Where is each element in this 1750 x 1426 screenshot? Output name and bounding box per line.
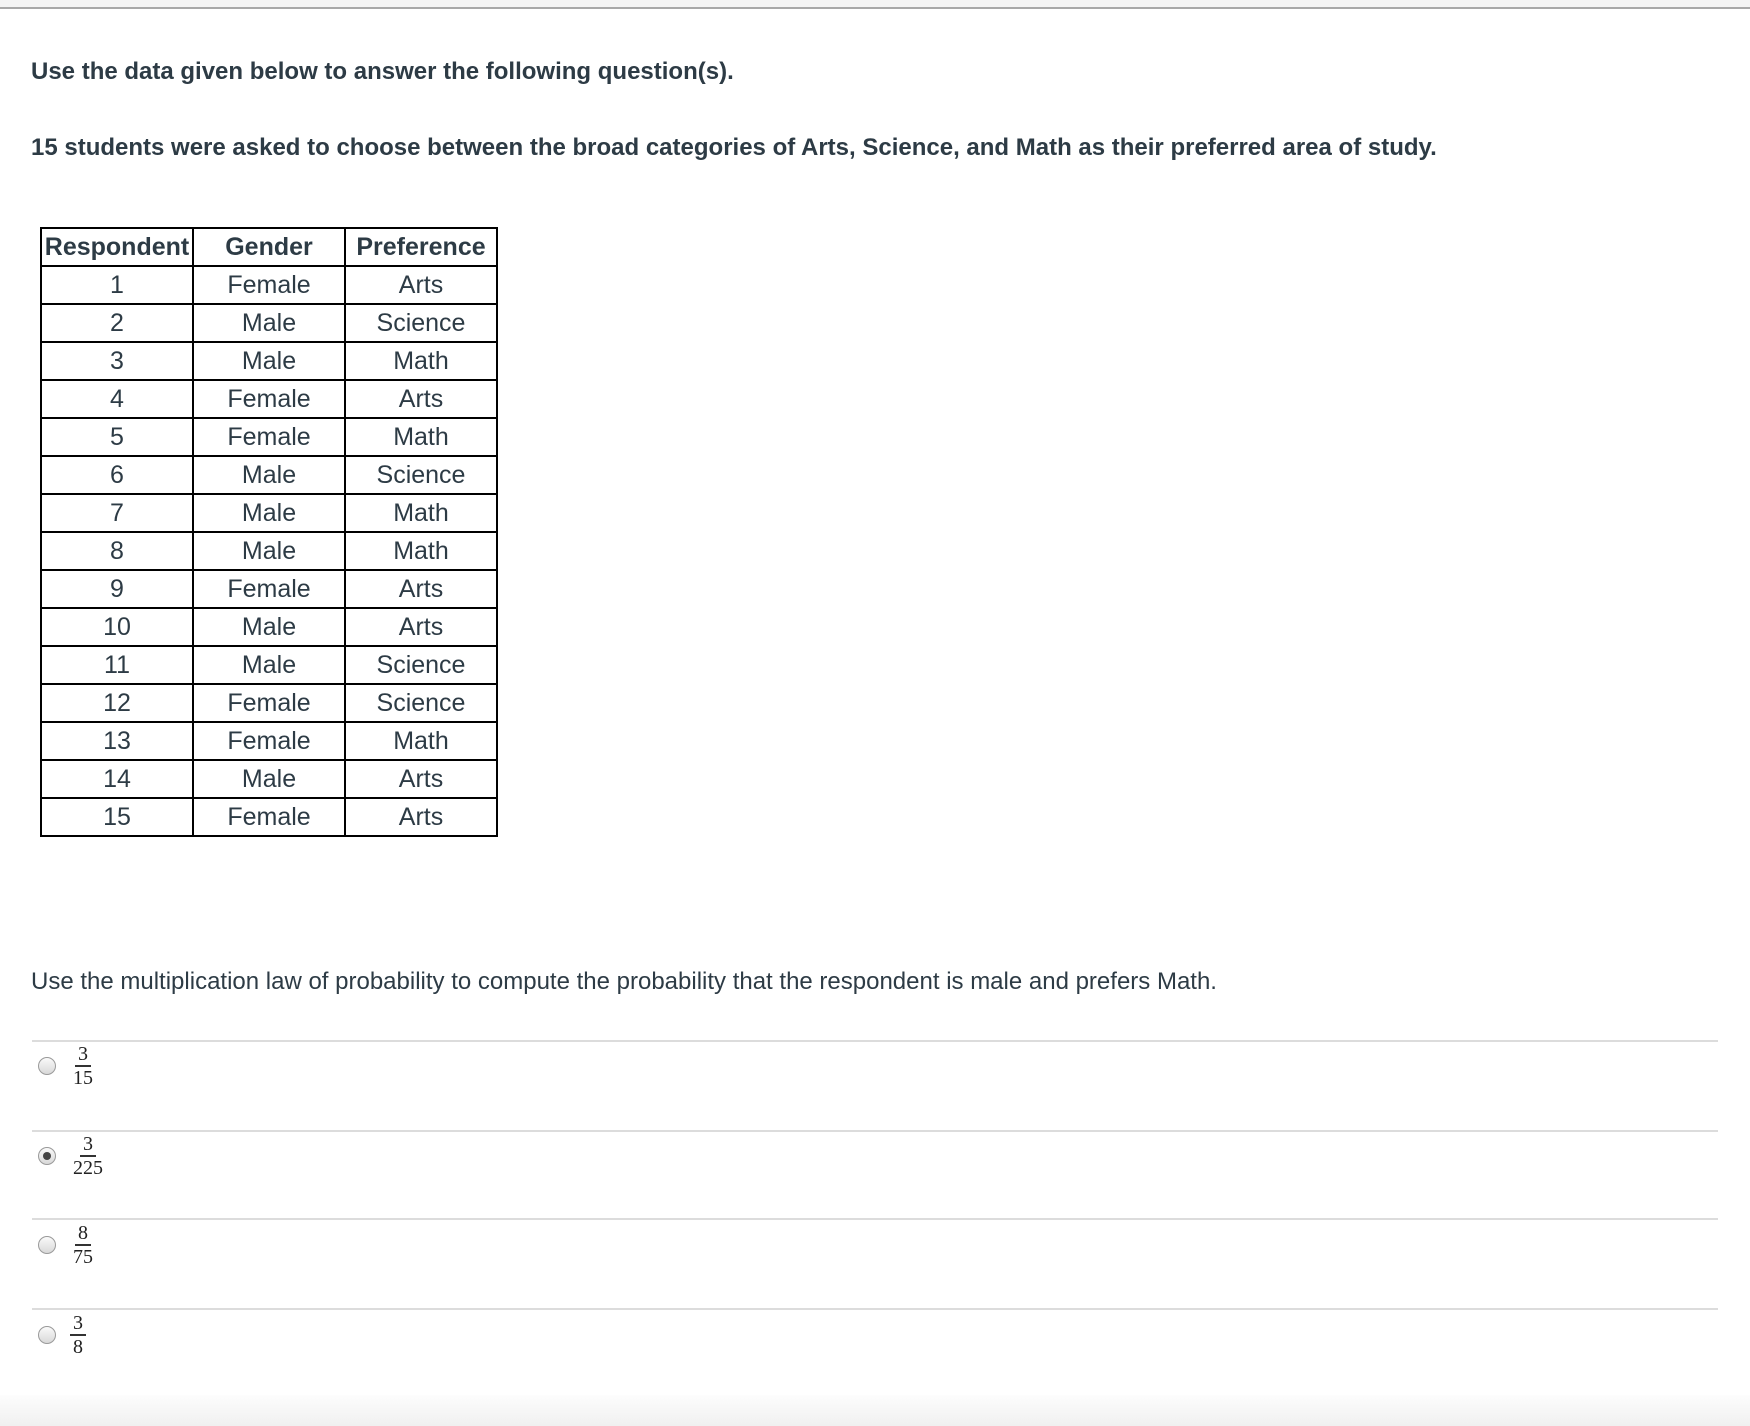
intro-text: Use the data given below to answer the following question(s). — [31, 58, 734, 85]
table-cell: 14 — [41, 760, 193, 798]
table-cell: Male — [193, 342, 345, 380]
data-table — [40, 227, 498, 837]
table-cell: Math — [345, 532, 497, 570]
table-cell: Male — [193, 646, 345, 684]
table-row — [41, 266, 497, 304]
table-row — [41, 494, 497, 532]
table-cell: 13 — [41, 722, 193, 760]
radio-button[interactable] — [38, 1147, 56, 1165]
footer-area — [0, 1395, 1750, 1426]
divider — [32, 1130, 1718, 1132]
table-row — [41, 722, 497, 760]
table-row — [41, 798, 497, 836]
table-cell: Female — [193, 380, 345, 418]
table-header-row — [41, 228, 497, 266]
column-header: Gender — [193, 228, 345, 266]
table-cell: Math — [345, 494, 497, 532]
table-cell: Arts — [345, 760, 497, 798]
table-cell: Math — [345, 418, 497, 456]
table-cell: Arts — [345, 798, 497, 836]
table-cell: Science — [345, 456, 497, 494]
table-row — [41, 456, 497, 494]
table-cell: Male — [193, 608, 345, 646]
radio-button[interactable] — [38, 1326, 56, 1344]
table-cell: Male — [193, 304, 345, 342]
table-cell: Arts — [345, 608, 497, 646]
table-cell: Arts — [345, 380, 497, 418]
radio-button[interactable] — [38, 1236, 56, 1254]
table-cell: Arts — [345, 570, 497, 608]
table-cell: 6 — [41, 456, 193, 494]
table-cell: Female — [193, 798, 345, 836]
table-cell: 10 — [41, 608, 193, 646]
column-header: Respondent — [41, 228, 193, 266]
fraction — [70, 1133, 106, 1179]
table-row — [41, 760, 497, 798]
table-row — [41, 532, 497, 570]
table-cell: 1 — [41, 266, 193, 304]
table-cell: 3 — [41, 342, 193, 380]
denominator: 15 — [73, 1067, 93, 1089]
answer-option[interactable] — [38, 1133, 106, 1179]
denominator: 75 — [73, 1246, 93, 1268]
divider — [32, 1308, 1718, 1310]
column-header: Preference — [345, 228, 497, 266]
table-row — [41, 342, 497, 380]
question-text: Use the multiplication law of probability to compute the probability that the respondent is male and prefers Math. — [31, 968, 1217, 995]
table-cell: Female — [193, 266, 345, 304]
table-cell: Science — [345, 646, 497, 684]
fraction — [70, 1312, 86, 1358]
table-cell: Math — [345, 342, 497, 380]
answer-option[interactable] — [38, 1222, 96, 1268]
table-cell: 4 — [41, 380, 193, 418]
table-row — [41, 646, 497, 684]
numerator: 8 — [75, 1222, 91, 1246]
table-cell: Female — [193, 684, 345, 722]
top-border — [0, 0, 1750, 9]
table-cell: Male — [193, 532, 345, 570]
table-cell: Female — [193, 570, 345, 608]
table-row — [41, 608, 497, 646]
description-text: 15 students were asked to choose between the broad categories of Arts, Science, and Math as their preferred area of study. — [31, 134, 1437, 161]
table-cell: 15 — [41, 798, 193, 836]
fraction — [70, 1222, 96, 1268]
table-cell: 9 — [41, 570, 193, 608]
table-row — [41, 684, 497, 722]
table-cell: 2 — [41, 304, 193, 342]
table-cell: Math — [345, 722, 497, 760]
divider — [32, 1040, 1718, 1042]
fraction — [70, 1043, 96, 1089]
table-cell: Female — [193, 722, 345, 760]
table-cell: Science — [345, 304, 497, 342]
table-cell: Science — [345, 684, 497, 722]
answer-option[interactable] — [38, 1312, 86, 1358]
radio-button[interactable] — [38, 1057, 56, 1075]
table-cell: Arts — [345, 266, 497, 304]
divider — [32, 1218, 1718, 1220]
numerator: 3 — [80, 1133, 96, 1157]
numerator: 3 — [70, 1312, 86, 1336]
table-cell: Male — [193, 456, 345, 494]
denominator: 8 — [73, 1336, 83, 1358]
table-row — [41, 570, 497, 608]
table-row — [41, 418, 497, 456]
table-cell: 11 — [41, 646, 193, 684]
table-row — [41, 380, 497, 418]
table-cell: Male — [193, 494, 345, 532]
table-row — [41, 304, 497, 342]
table-cell: 7 — [41, 494, 193, 532]
denominator: 225 — [73, 1157, 103, 1179]
table-cell: 5 — [41, 418, 193, 456]
table-cell: Female — [193, 418, 345, 456]
numerator: 3 — [75, 1043, 91, 1067]
table-cell: Male — [193, 760, 345, 798]
answer-option[interactable] — [38, 1043, 96, 1089]
table-cell: 8 — [41, 532, 193, 570]
table-cell: 12 — [41, 684, 193, 722]
